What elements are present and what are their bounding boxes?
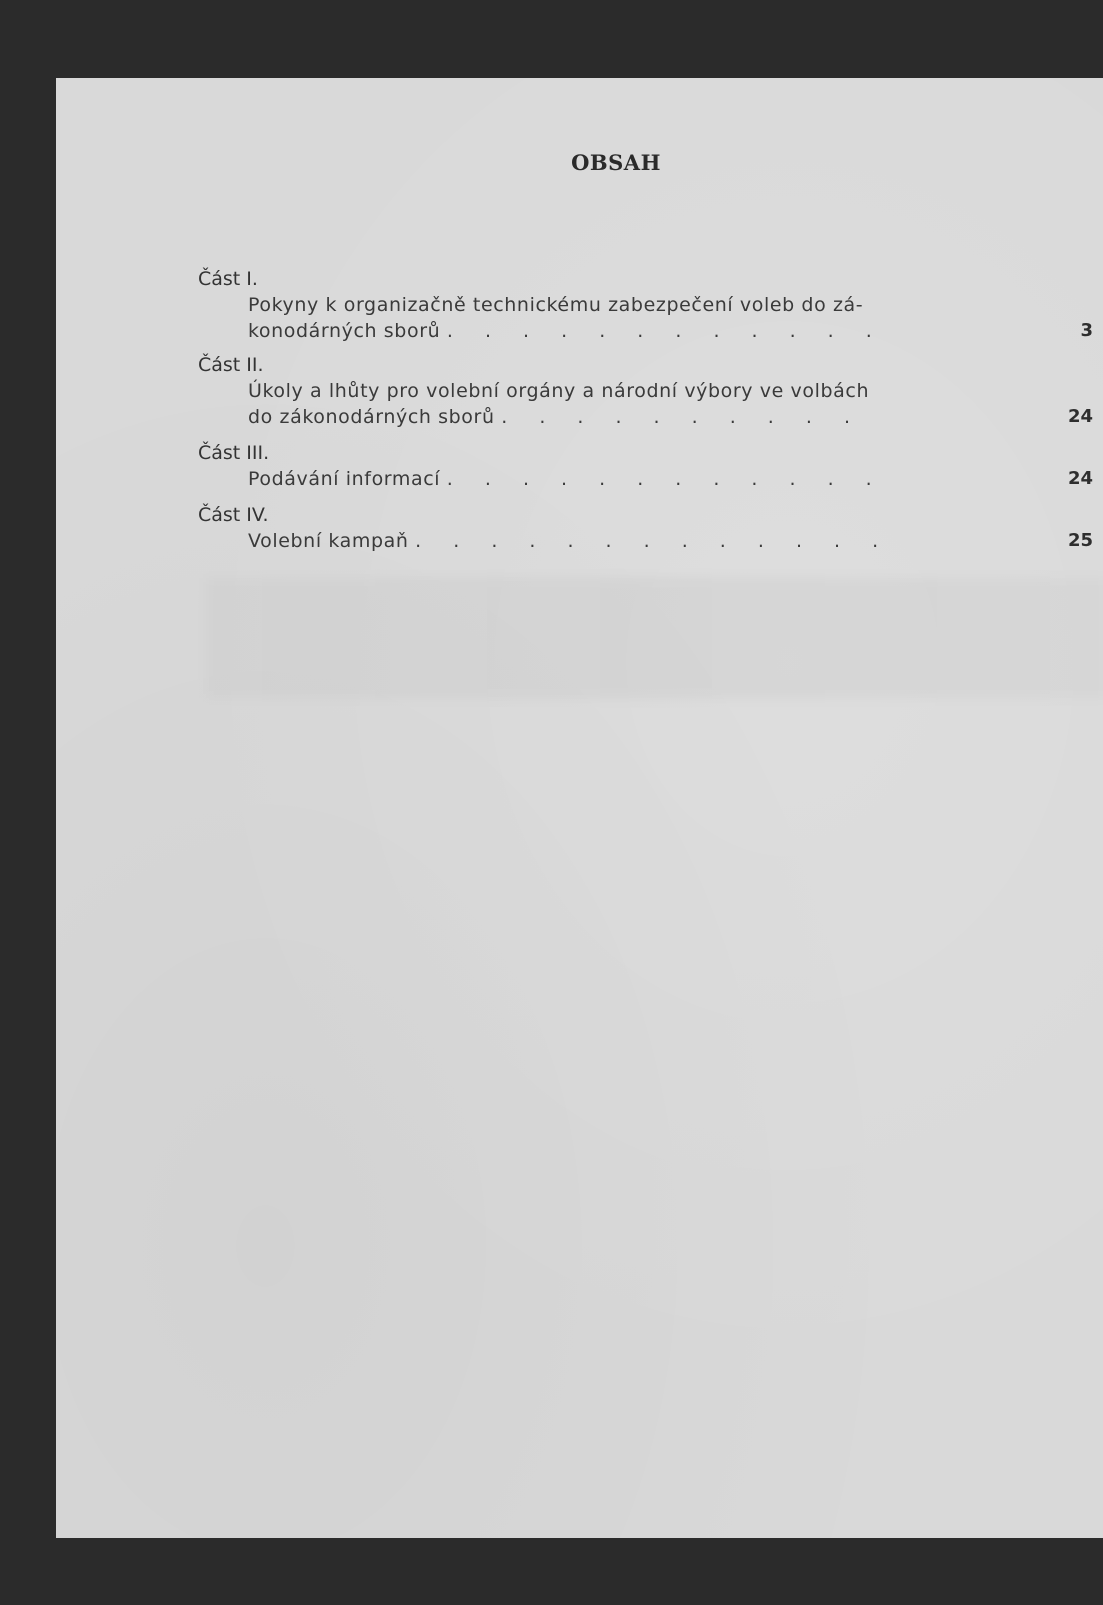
entry-line: Pokyny k organizačně technickému zabezpečení voleb do zá- (248, 294, 864, 316)
page-title: OBSAH (571, 150, 661, 175)
entry-line: do zákonodárných sborů (248, 406, 495, 428)
part-label: Část III. (198, 442, 270, 464)
document-page (56, 78, 1103, 1538)
dot-leader: . . . . . . . . . . . . (446, 320, 885, 342)
toc-entry (248, 292, 1093, 344)
dot-leader: . . . . . . . . . . . . (446, 468, 885, 490)
entry-line: Podávání informací (248, 468, 441, 490)
bleed-through-shadow (206, 578, 1103, 698)
page-number: 24 (1067, 406, 1093, 427)
entry-line: Volební kampaň (248, 530, 409, 552)
toc-section-part-1 (198, 266, 1093, 344)
page-number: 25 (1067, 530, 1093, 551)
part-label: Část I. (198, 268, 258, 290)
part-label: Část II. (198, 354, 264, 376)
toc-section-part-4 (198, 502, 1093, 554)
entry-line: konodárných sborů (248, 320, 441, 342)
toc-section-part-3 (198, 440, 1093, 492)
entry-line: Úkoly a lhůty pro volební orgány a národní výbory ve volbách (248, 380, 870, 402)
dot-leader: . . . . . . . . . . . . . (415, 530, 892, 552)
page-number: 24 (1067, 468, 1093, 489)
toc-section-part-2 (198, 352, 1093, 430)
page-number: 3 (1080, 320, 1093, 341)
toc-entry (248, 378, 1093, 430)
part-label: Část IV. (198, 504, 269, 526)
toc-entry (248, 528, 1093, 554)
toc-entry (248, 466, 1093, 492)
dot-leader: . . . . . . . . . . (501, 406, 863, 428)
table-of-contents (198, 266, 1093, 554)
